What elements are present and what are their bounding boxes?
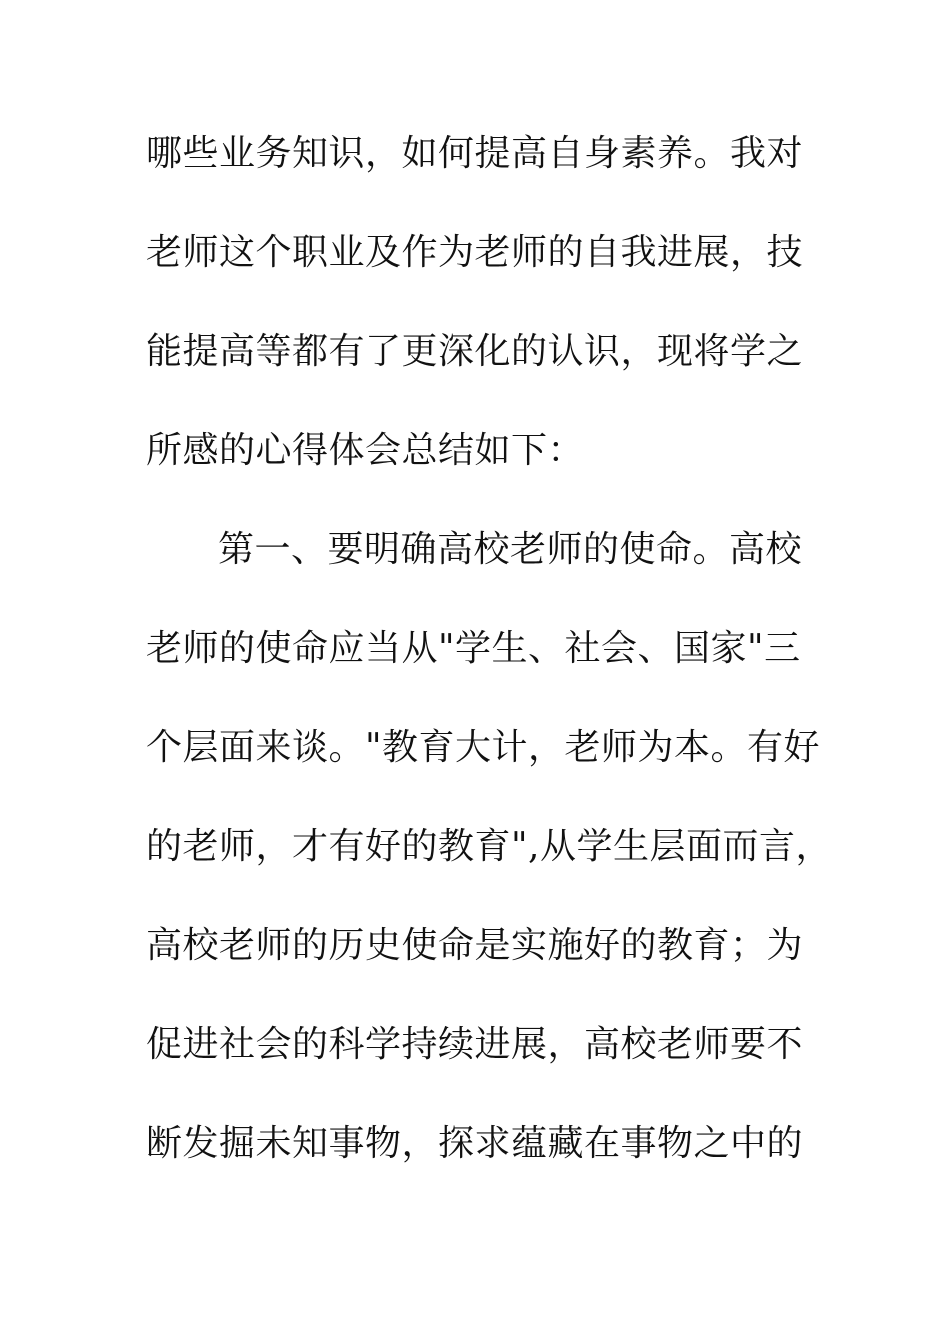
paragraph-first-line: 第一、要明确高校老师的使命。高校 [218,529,803,570]
text-line: 老师的使命应当从"学生、社会、国家"三 [146,628,801,669]
text-line: 哪些业务知识，如何提高自身素养。我对 [146,133,804,174]
text-line: 所感的心得体会总结如下： [146,430,585,471]
text-line: 老师这个职业及作为老师的自我进展，技 [146,232,804,273]
text-line: 能提高等都有了更深化的认识，现将学之 [146,331,804,372]
text-line: 高校老师的历史使命是实施好的教育；为 [146,925,804,966]
text-line: 的老师，才有好的教育",从学生层面而言， [146,826,833,867]
text-line: 个层面来谈。"教育大计，老师为本。有好 [146,727,821,768]
text-line: 断发掘未知事物，探求蕴藏在事物之中的 [146,1123,804,1164]
text-line: 促进社会的科学持续进展，高校老师要不 [146,1024,804,1065]
